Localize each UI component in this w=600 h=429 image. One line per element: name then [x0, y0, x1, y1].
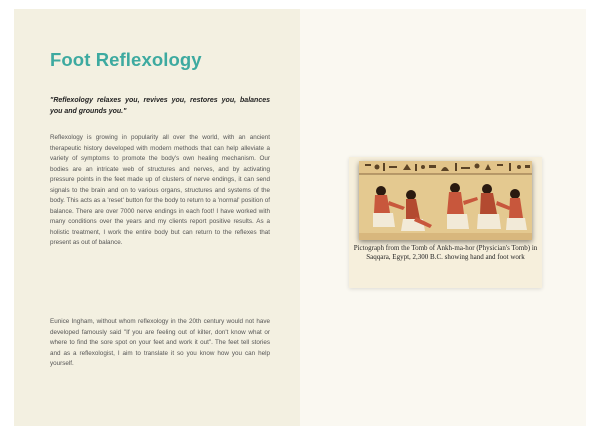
intro-quote: "Reflexology relaxes you, revives you, restores you, balances you and grounds you.": [50, 97, 270, 115]
body-paragraph-1: Reflexology is growing in popularity all over the world, with an ancient therapeutic history developed with modern methods that can help alleviate a variety of symptoms to promote the body's own healing mechanism. Our bodies are an intricate web of structures and nerves, and by activating pressure points in the feet made up of clusters of nerve endings, it can send signals to the brain and on to various organs, structures and systems of the body. This acts as a 'reset' button for the body to return to a 'normal' position of balance. There are over 7000 nerve endings in each foot! I have worked with many conditions over the years and my clients report positive results. As a holistic treatment, I work the entire body but can return to the reflexes that present as out of balance.: [50, 134, 270, 246]
page-title: Foot Reflexology: [50, 49, 202, 70]
figure-card: [349, 157, 542, 288]
body-paragraph-2: Eunice Ingham, without whom reflexology in the 20th century would not have developed famously said "If you are feeling out of kilter, don't know what or where to find the sore spot on your feet and work it out". The feet tell stories and as a reflexologist, I aim to translate it so you know how you can help yourself.: [50, 318, 270, 367]
egyptian-pictograph-image: [359, 161, 532, 240]
figure-caption: Pictograph from the Tomb of Ankh-ma-hor (Physician's Tomb) in Saqqara, Egypt, 2,300 B.C. showing hand and foot work: [353, 244, 538, 261]
